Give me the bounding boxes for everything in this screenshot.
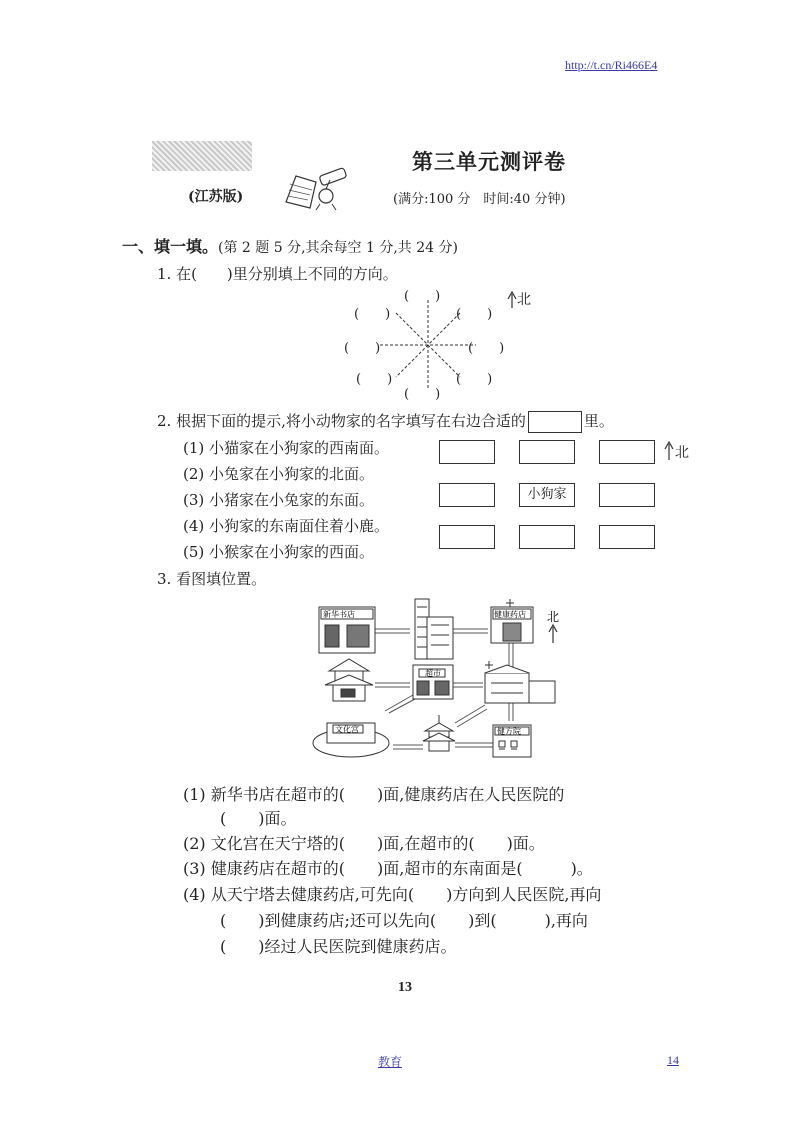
q2-text-start: 2. 根据下面的提示,将小动物家的名字填写在右边合适的 [157, 412, 526, 430]
q2-box-r3c1[interactable] [439, 525, 495, 549]
q1-blank-northwest[interactable]: ( ) [354, 307, 391, 322]
q2-sample-box [528, 411, 582, 433]
q2-north-label: 北 [675, 445, 689, 461]
q3-line-7: ( )经过人民医院到健康药店。 [220, 937, 457, 956]
q1-blank-south[interactable]: ( ) [404, 387, 441, 402]
people-hospital-building [485, 661, 555, 703]
q2-box-r3c2[interactable] [519, 525, 575, 549]
q2-box-r3c3[interactable] [599, 525, 655, 549]
book-telescope-icon [282, 162, 352, 212]
q1-blank-west[interactable]: ( ) [344, 341, 381, 356]
q2-text [157, 410, 614, 433]
page-number: 13 [398, 980, 412, 995]
q2-box-r1c2[interactable] [519, 440, 575, 464]
q2-box-r1c3[interactable] [599, 440, 655, 464]
q2-text-end: 里。 [583, 412, 614, 430]
footer-page-link[interactable]: 14 [667, 1053, 679, 1067]
q2-hint-2: (2) 小兔家在小狗家的北面。 [183, 465, 375, 483]
source-url-link[interactable]: http://t.cn/Ri466E4 [565, 58, 658, 72]
q3-line-6: ( )到健康药店;还可以先向( )到( ),再向 [220, 911, 588, 930]
decorative-stamp [152, 141, 252, 171]
map-label-supermarket: 超市 [425, 669, 441, 678]
q2-hint-4: (4) 小狗家的东南面住着小鹿。 [183, 517, 390, 535]
q2-north-arrow-icon [664, 441, 674, 461]
q2-box-r2c3[interactable] [599, 483, 655, 507]
map-label-culture: 文化宫 [335, 725, 359, 734]
q2-box-dog: 小狗家 [519, 483, 575, 507]
q2-box-r2c1[interactable] [439, 483, 495, 507]
q1-blank-northeast[interactable]: ( ) [456, 307, 493, 322]
q1-blank-north[interactable]: ( ) [404, 289, 441, 304]
q2-hint-1: (1) 小猫家在小狗家的西南面。 [183, 439, 390, 457]
footer-link[interactable]: 教育 [378, 1055, 403, 1069]
map-label-pharmacy: 健康药店 [494, 610, 526, 619]
section-title: 一、填一填。 [122, 237, 219, 256]
hospital-building [415, 599, 453, 659]
q3-line-4: (3) 健康药店在超市的( )面,超市的东南面是( )。 [183, 859, 593, 878]
q1-blank-southwest[interactable]: ( ) [356, 372, 393, 387]
q3-north-label: 北 [547, 610, 560, 624]
q2-hint-3: (3) 小猪家在小兔家的东面。 [183, 491, 375, 509]
q3-line-1: (1) 新华书店在超市的( )面,健康药店在人民医院的 [183, 785, 565, 804]
q1-blank-east[interactable]: ( ) [468, 341, 505, 356]
q3-line-5: (4) 从天宁塔去健康药店,可先向( )方向到人民医院,再向 [183, 885, 602, 904]
section-note: (第 2 题 5 分,其余每空 1 分,共 24 分) [218, 240, 458, 256]
q1-north-label: 北 [517, 292, 531, 308]
map-label-hospital: 健方院 [497, 727, 521, 736]
score-time-info: (满分:100 分 时间:40 分钟) [393, 192, 566, 207]
page-title: 第三单元测评卷 [412, 149, 566, 174]
q3-text: 3. 看图填位置。 [157, 570, 267, 588]
q1-text: 1. 在( )里分别填上不同的方向。 [157, 265, 398, 283]
q1-blank-southeast[interactable]: ( ) [456, 372, 493, 387]
edition-label: (江苏版) [188, 189, 244, 205]
q2-hint-5: (5) 小猴家在小狗家的西面。 [183, 543, 375, 561]
city-map [305, 595, 565, 765]
section-heading [122, 234, 458, 257]
map-label-bookstore: 新华书店 [323, 610, 355, 619]
q3-line-3: (2) 文化宫在天宁塔的( )面,在超市的( )面。 [183, 834, 545, 853]
q2-box-r1c1[interactable] [439, 440, 495, 464]
pagoda-building [325, 659, 373, 701]
tianning-tower [423, 715, 455, 751]
q3-line-2: ( )面。 [220, 809, 297, 828]
pharmacy-building [491, 599, 533, 643]
